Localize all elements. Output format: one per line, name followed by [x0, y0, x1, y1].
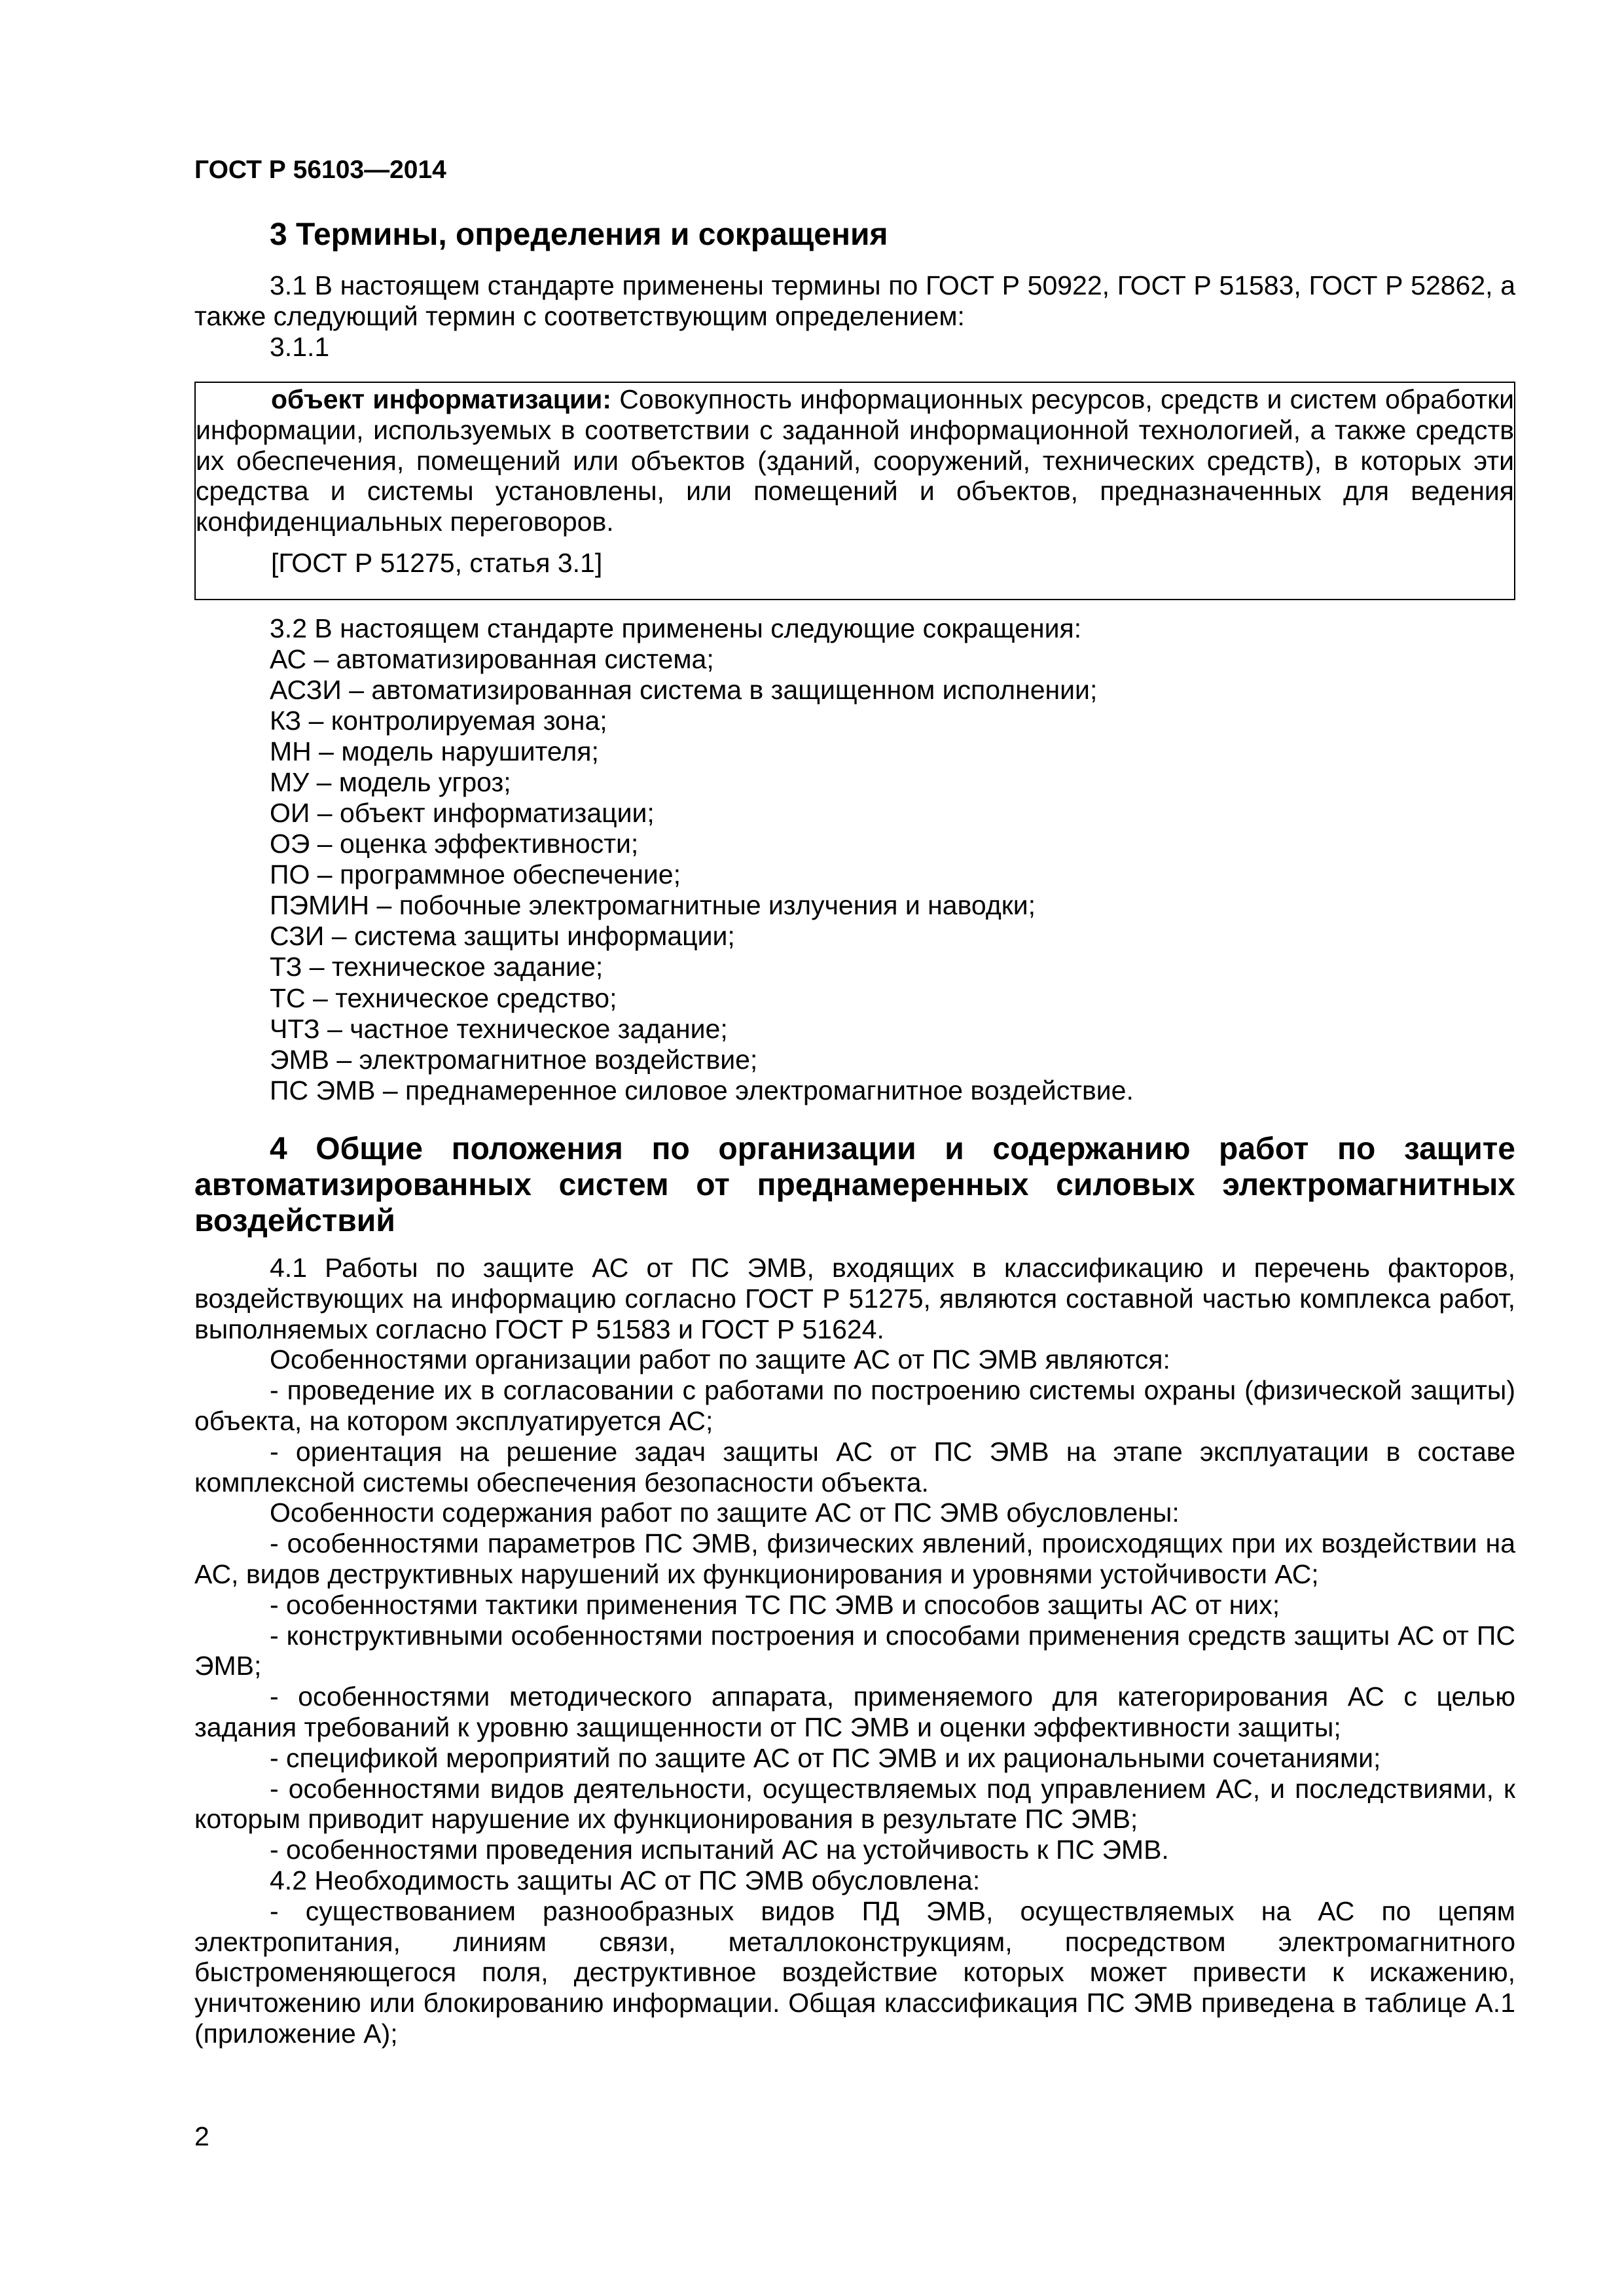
term-definition	[196, 384, 1514, 537]
abbreviation-item: ОЭ – оценка эффективности;	[270, 829, 639, 859]
list-item: - проведение их в согласовании с работами по построению системы охраны (физической защиты) объекта, на котором эксплуатируется АС;	[194, 1375, 1515, 1436]
section-4-title-text: 4 Общие положения по организации и содержанию работ по защите автоматизированных систем от преднамеренных силовых электромагнитных воздействий	[194, 1132, 1515, 1238]
document-header: ГОСТ Р 56103—2014	[194, 156, 446, 184]
section-4-body	[194, 1253, 1515, 2049]
list-item: - особенностями тактики применения ТС ПС ЭМВ и способов защиты АС от них;	[270, 1589, 1280, 1620]
paragraph: Особенностями организации работ по защите АС от ПС ЭМВ являются:	[270, 1344, 1170, 1375]
term-definition-box	[194, 382, 1515, 600]
abbreviation-item: ЧТЗ – частное техническое задание;	[270, 1013, 728, 1044]
paragraph-3-1: 3.1 В настоящем стандарте применены термины по ГОСТ Р 50922, ГОСТ Р 51583, ГОСТ Р 52862, а также следующий термин с соответствующим определением:	[194, 270, 1515, 331]
abbreviation-item: АС – автоматизированная система;	[270, 644, 714, 674]
abbreviation-item: СЗИ – система защиты информации;	[270, 921, 735, 952]
term-definition-text: Совокупность информационных ресурсов, средств и систем обработки информации, используемых в соответствии с заданной информационной технологией, а также средств их обеспечения, помещений или объектов (зданий, сооружений, технических средств), в которых эти средства и системы установлены, или помещений и объектов, предназначенных для ведения конфиденциальных переговоров.	[196, 384, 1514, 537]
abbreviation-item: ЭМВ – электромагнитное воздействие;	[270, 1044, 758, 1075]
abbreviation-item: ОИ – объект информатизации;	[270, 798, 655, 829]
abbreviation-item: КЗ – контролируемая зона;	[270, 706, 607, 736]
term-word: объект информатизации:	[271, 384, 612, 414]
abbreviation-item: АСЗИ – автоматизированная система в защищенном исполнении;	[270, 675, 1098, 706]
paragraph: 4.1 Работы по защите АС от ПС ЭМВ, входящих в классификацию и перечень факторов, воздействующих на информацию согласно ГОСТ Р 51275, являются составной частью комплекса работ, выполняемых согласно ГОСТ Р 51583 и ГОСТ Р 51624.	[194, 1253, 1515, 1344]
paragraph: 4.2 Необходимость защиты АС от ПС ЭМВ обусловлена:	[270, 1865, 981, 1895]
abbreviation-list	[270, 644, 1134, 1106]
paragraph: Особенности содержания работ по защите АС от ПС ЭМВ обусловлены:	[270, 1498, 1180, 1528]
list-item: - особенностями проведения испытаний АС на устойчивость к ПС ЭМВ.	[270, 1835, 1169, 1865]
list-item: - особенностями параметров ПС ЭМВ, физических явлений, происходящих при их воздействии на АС, видов деструктивных нарушений их функционирования и уровнями устойчивости АС;	[194, 1528, 1515, 1589]
abbreviation-item: ПЭМИН – побочные электромагнитные излучения и наводки;	[270, 890, 1036, 921]
abbreviation-item: ПС ЭМВ – преднамеренное силовое электромагнитное воздействие.	[270, 1075, 1134, 1105]
section-3-1	[194, 270, 1515, 362]
paragraph-3-1-1: 3.1.1	[270, 331, 330, 362]
abbreviation-item: МН – модель нарушителя;	[270, 736, 599, 767]
page-number: 2	[194, 2121, 209, 2151]
section-3-title: 3 Термины, определения и сокращения	[270, 217, 888, 252]
section-4-title	[194, 1131, 1515, 1239]
term-source: [ГОСТ Р 51275, статья 3.1]	[271, 548, 603, 578]
abbreviation-item: ТЗ – техническое задание;	[270, 952, 604, 982]
list-item: - спецификой мероприятий по защите АС от ПС ЭМВ и их рациональными сочетаниями;	[270, 1742, 1381, 1773]
abbreviation-item: ПО – программное обеспечение;	[270, 859, 681, 890]
list-item: - конструктивными особенностями построения и способами применения средств защиты АС от ПС ЭМВ;	[194, 1620, 1515, 1681]
paragraph-3-2: 3.2 В настоящем стандарте применены следующие сокращения:	[270, 613, 1082, 643]
section-3-2	[194, 613, 1515, 644]
list-item: - существованием разнообразных видов ПД ЭМВ, осуществляемых на АС по цепям электропитания, линиям связи, металлоконструкциям, посредством электромагнитного быстроменяющегося поля, деструктивное воздействие которых может привести к искажению, уничтожению или блокированию информации. Общая классификация ПС ЭМВ приведена в таблице А.1 (приложение А);	[194, 1895, 1515, 2049]
abbreviation-item: МУ – модель угроз;	[270, 767, 511, 798]
list-item: - ориентация на решение задач защиты АС от ПС ЭМВ на этапе эксплуатации в составе комплексной системы обеспечения безопасности объекта.	[194, 1436, 1515, 1498]
list-item: - особенностями видов деятельности, осуществляемых под управлением АС, и последствиями, к которым приводит нарушение их функционирования в результате ПС ЭМВ;	[194, 1773, 1515, 1835]
list-item: - особенностями методического аппарата, применяемого для категорирования АС с целью задания требований к уровню защищенности от ПС ЭМВ и оценки эффективности защиты;	[194, 1681, 1515, 1742]
abbreviation-item: ТС – техническое средство;	[270, 982, 617, 1013]
